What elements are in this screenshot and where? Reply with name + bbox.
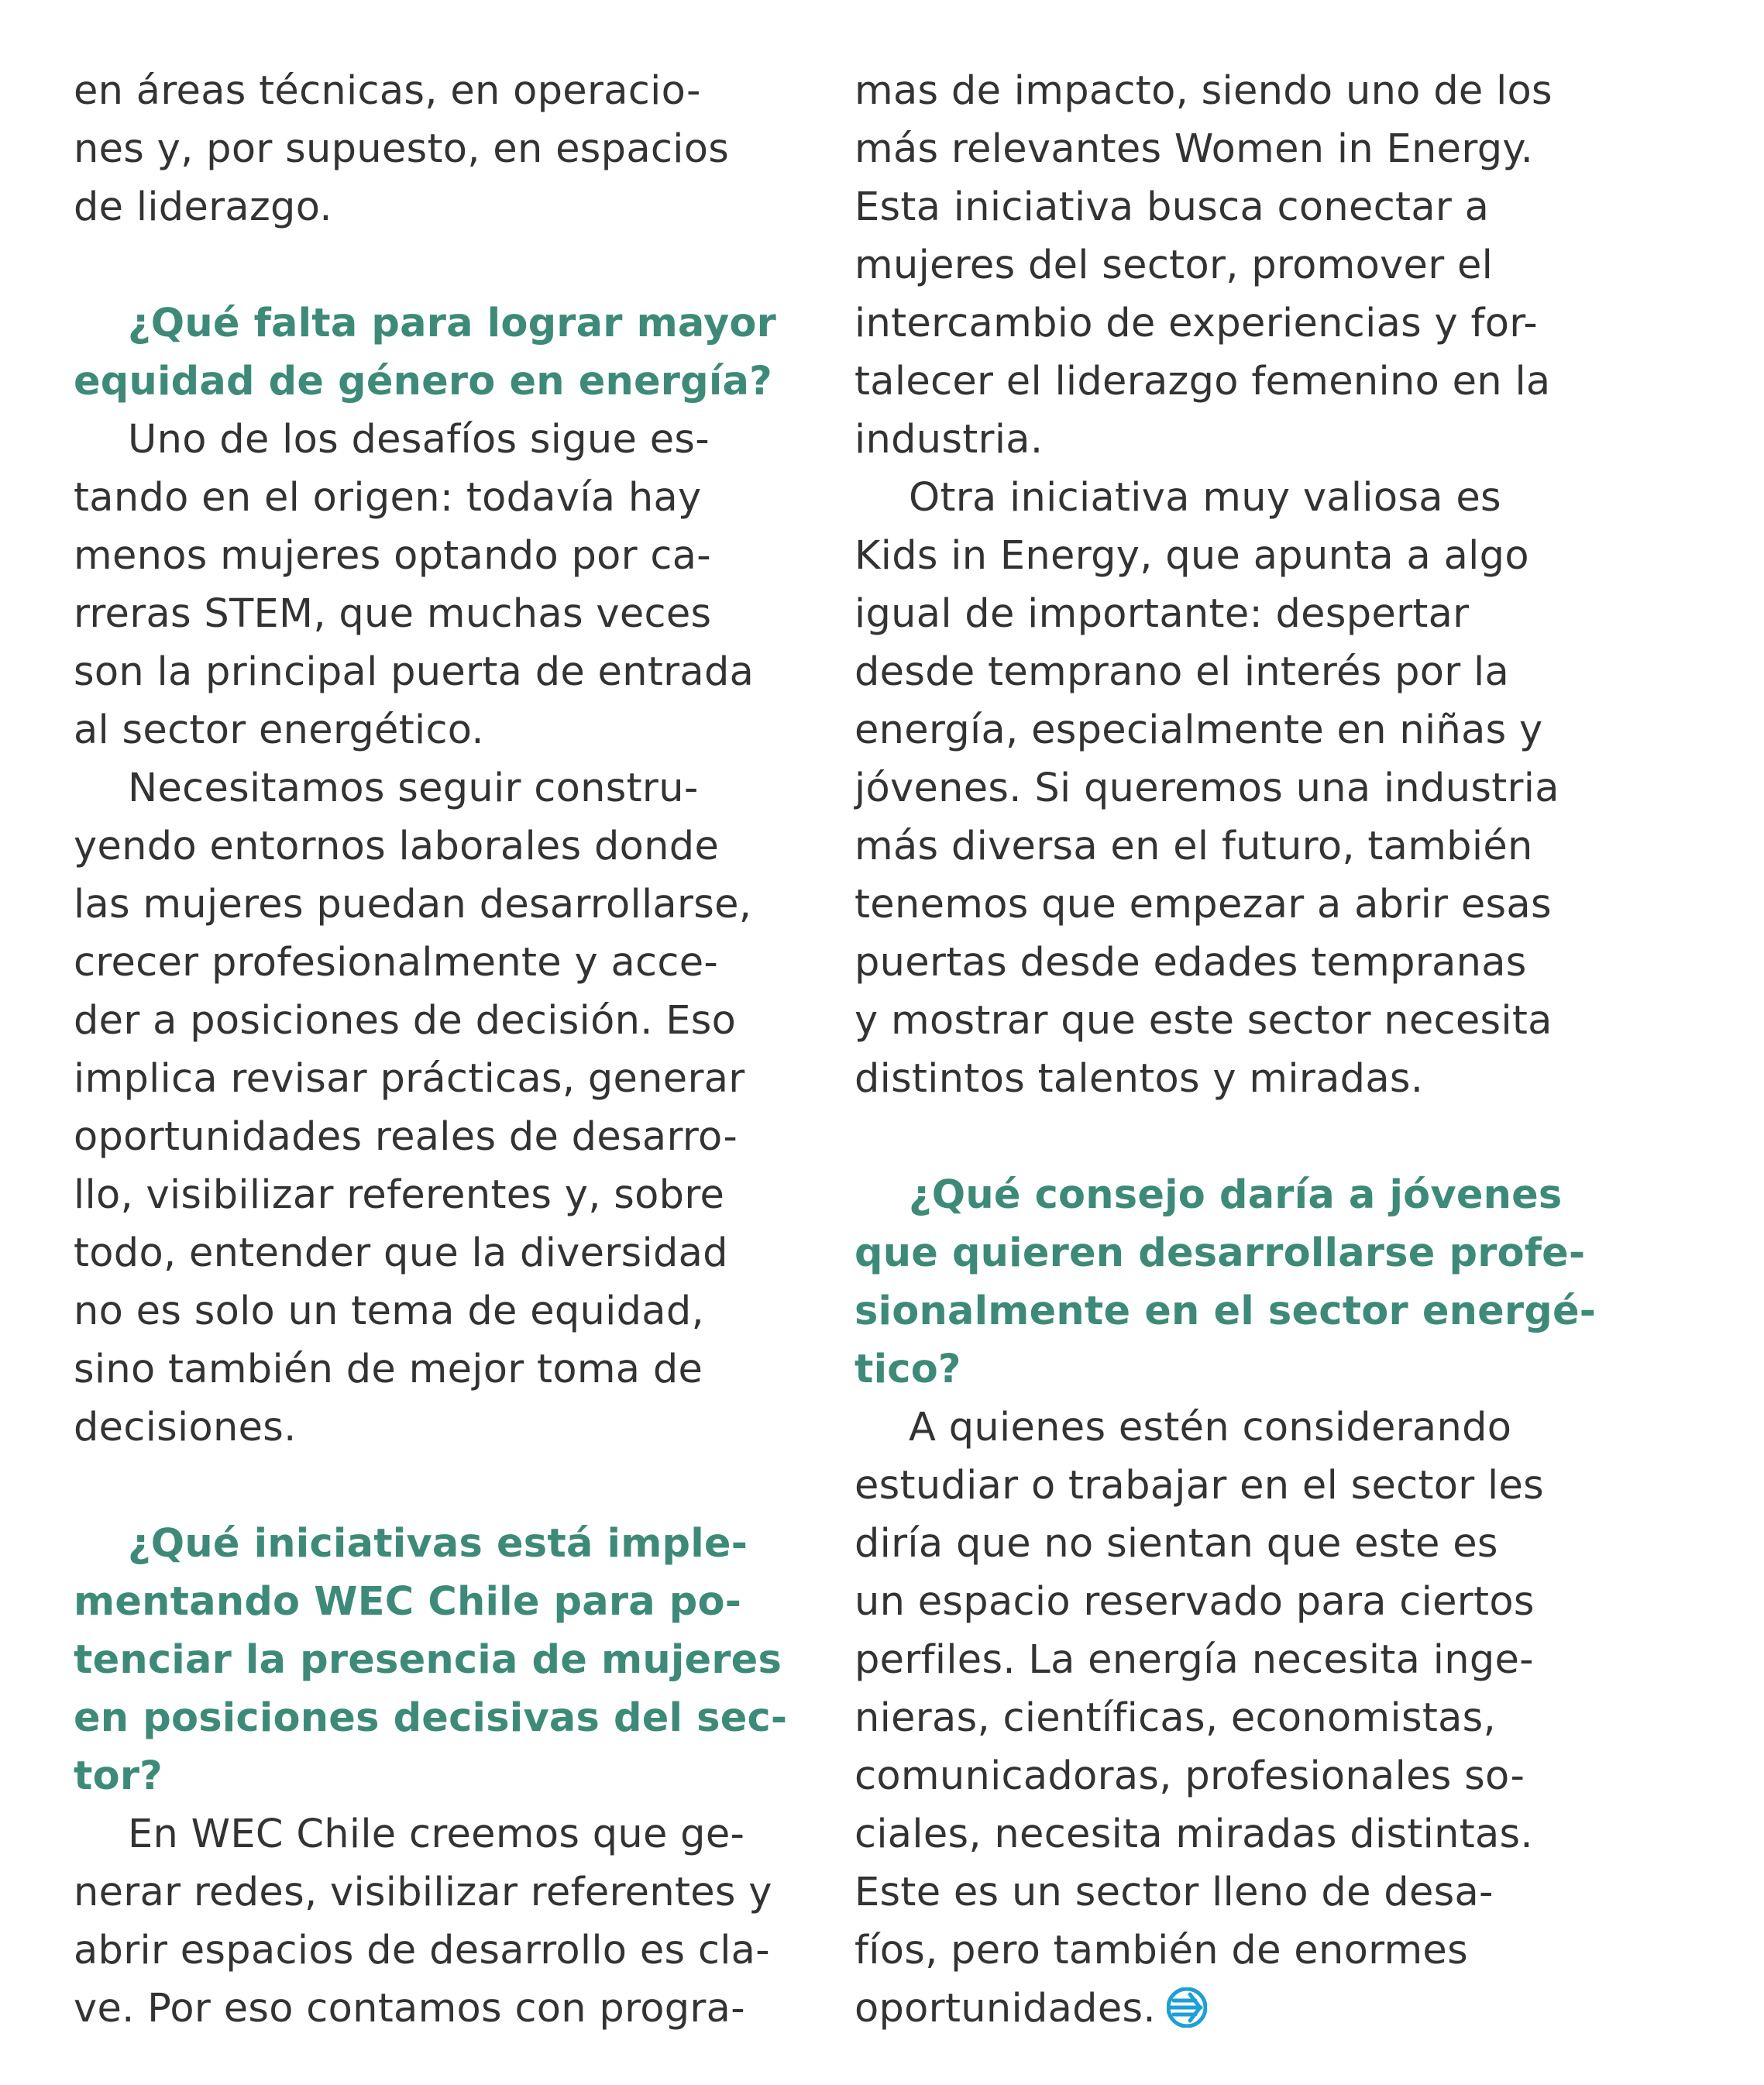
text-line: de liderazgo. xyxy=(74,184,332,230)
last-text-line xyxy=(854,1980,1629,2038)
text-line: al sector energético. xyxy=(74,707,484,753)
text-line: Uno de los desafíos sigue es- xyxy=(128,417,710,463)
text-line: tenemos que empezar a abrir esas xyxy=(854,882,1552,927)
text-line: tando en el origen: todavía hay xyxy=(74,475,702,521)
text-line: sino también de mejor toma de xyxy=(74,1347,703,1392)
text-line: nieras, científicas, economistas, xyxy=(854,1695,1497,1741)
text-line: diría que no sientan que este es xyxy=(854,1521,1498,1567)
text-line: fíos, pero también de enormes xyxy=(854,1928,1468,1973)
answer-paragraph-continued xyxy=(854,62,1629,469)
intro-paragraph xyxy=(74,62,817,236)
text-line-content: oportunidades. xyxy=(854,1986,1156,2032)
answer-paragraph xyxy=(74,411,817,759)
text-line: estudiar o trabajar en el sector les xyxy=(854,1463,1545,1509)
text-line: desde temprano el interés por la xyxy=(854,649,1510,695)
text-line: ciales, necesita miradas distintas. xyxy=(854,1811,1533,1857)
heading-line: ¿Qué iniciativas está imple- xyxy=(128,1521,748,1567)
heading-line: tor? xyxy=(74,1753,163,1799)
heading-line: ¿Qué consejo daría a jóvenes xyxy=(909,1172,1563,1218)
text-line: Otra iniciativa muy valiosa es xyxy=(909,475,1501,521)
text-line: perfiles. La energía necesita inge- xyxy=(854,1637,1534,1683)
text-line: intercambio de experiencias y for- xyxy=(854,301,1538,346)
text-line: Esta iniciativa busca conectar a xyxy=(854,184,1490,230)
text-line: comunicadoras, profesionales so- xyxy=(854,1753,1525,1799)
text-line: más diversa en el futuro, también xyxy=(854,824,1533,869)
text-line: oportunidades reales de desarro- xyxy=(74,1114,738,1160)
text-line: A quienes estén considerando xyxy=(909,1405,1512,1450)
text-line: decisiones. xyxy=(74,1405,297,1450)
left-column xyxy=(74,62,817,2038)
text-line: talecer el liderazgo femenino en la xyxy=(854,359,1551,404)
text-line: nes y, por supuesto, en espacios xyxy=(74,126,730,172)
answer-paragraph xyxy=(74,759,817,1457)
text-line: y mostrar que este sector necesita xyxy=(854,998,1553,1044)
text-line: todo, entender que la diversidad xyxy=(74,1230,728,1276)
spacer xyxy=(74,1457,817,1515)
question-heading-wec-initiatives xyxy=(74,1515,817,1805)
text-line: energía, especialmente en niñas y xyxy=(854,707,1543,753)
text-line: En WEC Chile creemos que ge- xyxy=(128,1811,745,1857)
heading-line: en posiciones decisivas del sec- xyxy=(74,1695,788,1741)
heading-line: sionalmente en el sector energé- xyxy=(854,1289,1597,1334)
question-heading-advice xyxy=(854,1166,1629,1399)
heading-line: mentando WEC Chile para po- xyxy=(74,1579,742,1625)
text-line: más relevantes Women in Energy. xyxy=(854,126,1534,172)
text-line: rreras STEM, que muchas veces xyxy=(74,591,712,637)
heading-line: tenciar la presencia de mujeres xyxy=(74,1637,782,1683)
text-line: Necesitamos seguir constru- xyxy=(128,766,699,811)
heading-line: ¿Qué falta para lograr mayor xyxy=(128,301,776,346)
right-column xyxy=(854,62,1629,2038)
answer-paragraph xyxy=(854,1399,1629,2038)
text-line: implica revisar prácticas, generar xyxy=(74,1056,745,1102)
answer-paragraph xyxy=(74,1805,817,2038)
text-line: abrir espacios de desarrollo es cla- xyxy=(74,1928,770,1973)
text-line: Este es un sector lleno de desa- xyxy=(854,1870,1494,1915)
text-line: menos mujeres optando por ca- xyxy=(74,533,712,579)
text-line: no es solo un tema de equidad, xyxy=(74,1289,705,1334)
text-line: un espacio reservado para ciertos xyxy=(854,1579,1535,1625)
answer-paragraph xyxy=(854,469,1629,1108)
text-line: igual de importante: despertar xyxy=(854,591,1470,637)
question-heading-gender-equity xyxy=(74,294,817,411)
text-line: mujeres del sector, promover el xyxy=(854,243,1494,288)
text-line: llo, visibilizar referentes y, sobre xyxy=(74,1172,725,1218)
text-line: nerar redes, visibilizar referentes y xyxy=(74,1870,772,1915)
energy-logo-icon xyxy=(1167,1987,1207,2028)
heading-line: que quieren desarrollarse profe- xyxy=(854,1230,1586,1276)
spacer xyxy=(854,1108,1629,1166)
text-line: mas de impacto, siendo uno de los xyxy=(854,68,1553,114)
text-line: yendo entornos laborales donde xyxy=(74,824,720,869)
text-line: las mujeres puedan desarrollarse, xyxy=(74,882,752,927)
heading-line: equidad de género en energía? xyxy=(74,359,772,404)
text-line: crecer profesionalmente y acce- xyxy=(74,940,719,986)
text-line: en áreas técnicas, en operacio- xyxy=(74,68,701,114)
text-line: Kids in Energy, que apunta a algo xyxy=(854,533,1529,579)
spacer xyxy=(74,236,817,294)
text-line: der a posiciones de decisión. Eso xyxy=(74,998,737,1044)
text-line: distintos talentos y miradas. xyxy=(854,1056,1424,1102)
text-line: son la principal puerta de entrada xyxy=(74,649,755,695)
text-line: jóvenes. Si queremos una industria xyxy=(854,766,1559,811)
heading-line: tico? xyxy=(854,1347,961,1392)
text-line: industria. xyxy=(854,417,1044,463)
text-line: puertas desde edades tempranas xyxy=(854,940,1527,986)
text-line: ve. Por eso contamos con progra- xyxy=(74,1986,745,2032)
